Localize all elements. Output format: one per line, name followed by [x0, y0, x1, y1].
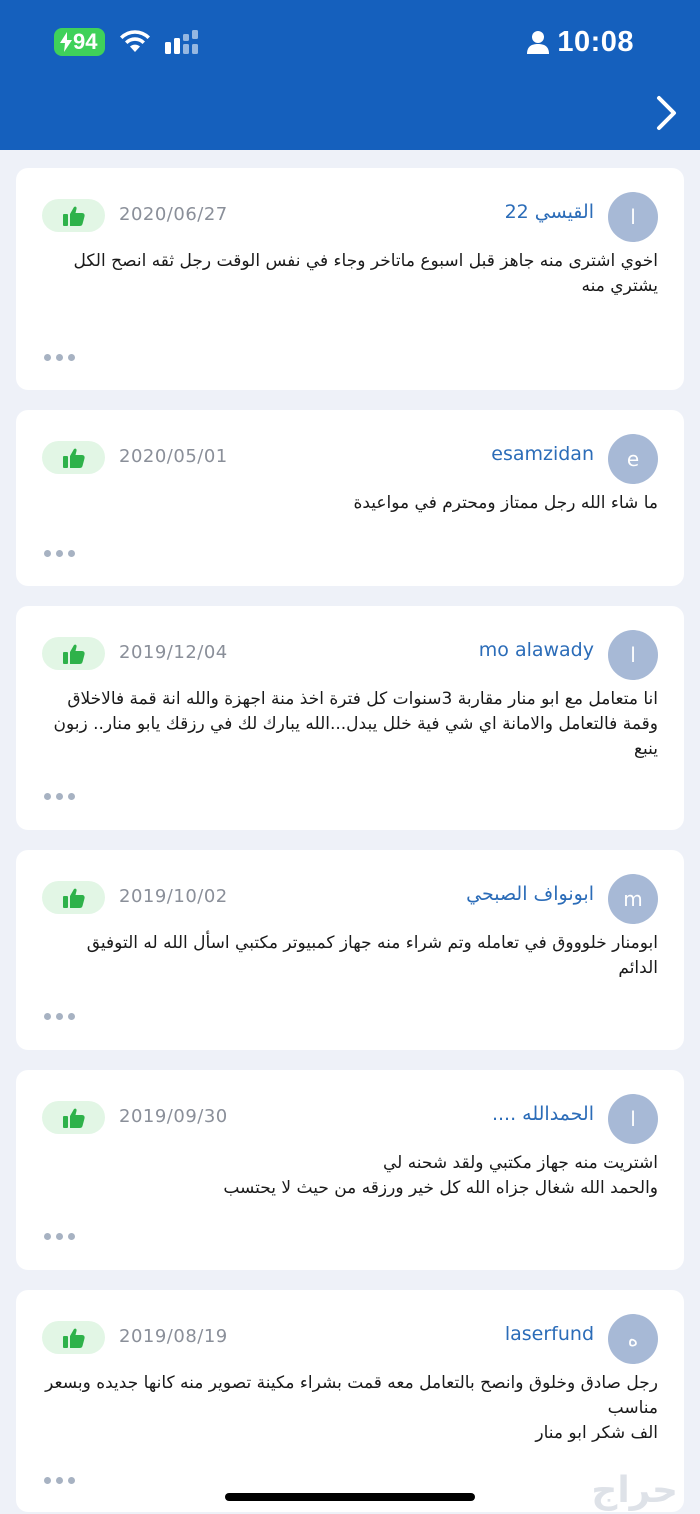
- ellipsis-icon: [44, 1477, 51, 1484]
- review-date: 2020/06/27: [119, 204, 228, 225]
- avatar[interactable]: ه: [608, 1314, 658, 1364]
- review-username[interactable]: esamzidan: [491, 443, 594, 465]
- review-card: [16, 606, 684, 830]
- more-options-button[interactable]: [44, 790, 84, 802]
- avatar[interactable]: l: [608, 1094, 658, 1144]
- review-username[interactable]: laserfund: [504, 1323, 594, 1345]
- ellipsis-dot: [56, 1233, 63, 1240]
- ellipsis-dot: [56, 1477, 63, 1484]
- watermark-logo: حراج: [591, 1470, 678, 1511]
- review-card: [16, 168, 684, 390]
- ellipsis-icon: [44, 550, 51, 557]
- ellipsis-icon: [44, 1013, 51, 1020]
- review-comment: اخوي اشترى منه جاهز قبل اسبوع ماتاخر وجاء في نفس الوقت رجل ثقه انصح الكل يشتري منه: [73, 251, 658, 296]
- home-indicator: [225, 1493, 475, 1501]
- review-date: 2019/12/04: [119, 642, 228, 663]
- ellipsis-dot: [56, 1013, 63, 1020]
- wifi-icon: [119, 30, 151, 54]
- like-badge[interactable]: [42, 637, 105, 670]
- ellipsis-icon: [44, 354, 51, 361]
- more-options-button[interactable]: [44, 1230, 84, 1242]
- avatar[interactable]: l: [608, 192, 658, 242]
- avatar[interactable]: l: [608, 630, 658, 680]
- review-username[interactable]: القيسي 22: [504, 201, 594, 223]
- review-card: [16, 1070, 684, 1270]
- ellipsis-dot: [68, 1013, 75, 1020]
- ellipsis-dot: [56, 793, 63, 800]
- chevron-right-icon[interactable]: [654, 94, 680, 132]
- review-date: 2020/05/01: [119, 446, 228, 467]
- more-options-button[interactable]: [44, 1010, 84, 1022]
- ellipsis-dot: [68, 550, 75, 557]
- signal-icon: [165, 30, 199, 54]
- thumbs-up-icon: [63, 888, 85, 908]
- person-icon: [527, 30, 549, 54]
- review-date: 2019/10/02: [119, 886, 228, 907]
- ellipsis-dot: [68, 1233, 75, 1240]
- thumbs-up-icon: [63, 206, 85, 226]
- thumbs-up-icon: [63, 448, 85, 468]
- like-badge[interactable]: [42, 1101, 105, 1134]
- thumbs-up-icon: [63, 1328, 85, 1348]
- review-comment: رجل صادق وخلوق وانصح بالتعامل معه قمت بشراء مكينة تصوير منه كانها جديده وبسعر مناسب الف شكر ابو منار: [45, 1373, 658, 1443]
- avatar[interactable]: m: [608, 874, 658, 924]
- app-header: [0, 0, 700, 150]
- battery-indicator: [54, 28, 105, 56]
- more-options-button[interactable]: [44, 547, 84, 559]
- review-date: 2019/09/30: [119, 1106, 228, 1127]
- ellipsis-dot: [68, 354, 75, 361]
- review-username[interactable]: ابونواف الصبحي: [466, 883, 594, 905]
- review-card: [16, 850, 684, 1050]
- status-bar-right: [527, 24, 634, 60]
- review-date: 2019/08/19: [119, 1326, 228, 1347]
- like-badge[interactable]: [42, 441, 105, 474]
- review-username[interactable]: الحمدالله ....: [491, 1103, 594, 1125]
- like-badge[interactable]: [42, 199, 105, 232]
- review-comment: اشتريت منه جهاز مكتبي ولقد شحنه لي والحمد الله شغال جزاه الله كل خير ورزقه من حيث لا يحتسب: [223, 1153, 658, 1198]
- more-options-button[interactable]: [44, 1474, 84, 1486]
- like-badge[interactable]: [42, 881, 105, 914]
- thumbs-up-icon: [63, 644, 85, 664]
- review-username[interactable]: mo alawady: [478, 639, 594, 661]
- ellipsis-dot: [68, 1477, 75, 1484]
- ellipsis-icon: [44, 1233, 51, 1240]
- review-comment: انا متعامل مع ابو منار مقاربة 3سنوات كل فترة اخذ منة اجهزة والله انة قمة فالاخلاق وقمة فالتعامل والامانة اي شي فية خلل يبدل...الله يبارك لك في رزقك يابو منار.. زبون ينبع: [53, 689, 658, 759]
- review-comment: ابومنار خلوووق في تعامله وتم شراء منه جهاز كمبيوتر مكتبي اسأل الله له التوفيق الدائم: [86, 933, 658, 978]
- clock: 10:08: [557, 25, 634, 58]
- ellipsis-icon: [44, 793, 51, 800]
- review-card: [16, 410, 684, 586]
- more-options-button[interactable]: [44, 351, 84, 363]
- charging-bolt-icon: [60, 32, 72, 52]
- status-bar-left: [54, 27, 199, 57]
- thumbs-up-icon: [63, 1108, 85, 1128]
- like-badge[interactable]: [42, 1321, 105, 1354]
- avatar[interactable]: e: [608, 434, 658, 484]
- review-comment: ما شاء الله رجل ممتاز ومحترم في مواعيدة: [353, 493, 658, 513]
- battery-level: 94: [73, 29, 98, 54]
- ellipsis-dot: [68, 793, 75, 800]
- ellipsis-dot: [56, 550, 63, 557]
- ellipsis-dot: [56, 354, 63, 361]
